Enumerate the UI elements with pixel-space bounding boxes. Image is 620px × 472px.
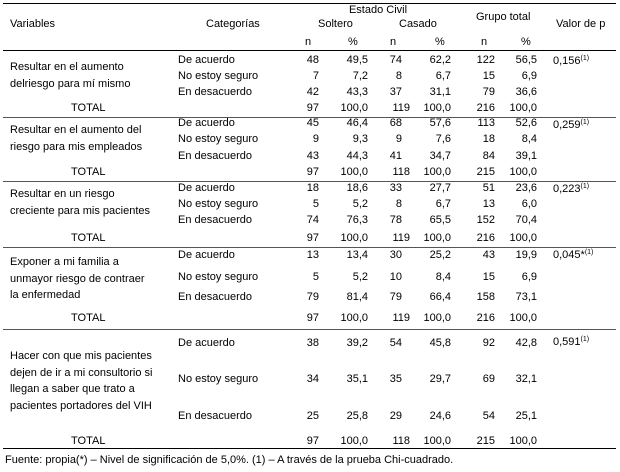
cell-n-casado: 54 [389, 337, 402, 349]
cell-n-casado: 8 [395, 198, 402, 210]
category-label: En desacuerdo [178, 214, 252, 226]
header-variables: Variables [10, 18, 56, 30]
cell-n-casado: 29 [389, 410, 402, 422]
cell-pct-casado: 24,6 [429, 410, 451, 422]
cell-pct-soltero: 81,4 [346, 291, 368, 303]
cell-pct-total: 52,6 [515, 117, 537, 129]
variable-label-line: pacientes portadores del VIH [10, 399, 152, 412]
cell-pct-casado: 65,5 [429, 214, 451, 226]
cell-n-total: 15 [482, 271, 495, 283]
variable-label-line: creciente para mis pacientes [10, 204, 151, 217]
total-pct-total: 100,0 [509, 312, 537, 324]
p-value-note: (1) [580, 55, 590, 62]
cell-pct-casado: 66,4 [429, 291, 451, 303]
cell-pct-total: 6,9 [521, 70, 537, 82]
cell-pct-total: 32,1 [515, 373, 537, 385]
total-label: TOTAL [71, 232, 106, 244]
cell-pct-total: 39,1 [515, 150, 537, 162]
total-pct-total: 100,0 [509, 166, 537, 178]
variable-label-line: Resultar en un riesgo [10, 188, 115, 200]
cell-n-soltero: 13 [306, 249, 319, 261]
category-label: De acuerdo [178, 117, 235, 129]
cell-pct-soltero: 49,5 [346, 54, 368, 66]
cell-pct-casado: 45,8 [429, 337, 451, 349]
cell-n-total: 43 [482, 249, 495, 261]
cell-pct-soltero: 13,4 [346, 249, 368, 261]
cell-pct-casado: 57,6 [429, 117, 451, 129]
total-pct-total: 100,0 [509, 435, 537, 447]
cell-n-soltero: 34 [306, 373, 319, 385]
cell-n-soltero: 5 [312, 198, 319, 210]
cell-n-casado: 78 [389, 214, 402, 226]
p-value-note: (1) [580, 119, 590, 126]
cell-n-soltero: 25 [306, 410, 319, 422]
total-n-total: 216 [476, 312, 495, 324]
variable-label-line: riesgo para mis empleados [10, 140, 143, 153]
cell-n-casado: 30 [389, 249, 402, 261]
top-border [3, 3, 616, 4]
cell-pct-total: 23,6 [515, 182, 537, 194]
cell-n-casado: 35 [389, 373, 402, 385]
total-pct-casado: 100,0 [423, 102, 451, 114]
cell-n-casado: 33 [389, 182, 402, 194]
cell-n-total: 122 [476, 54, 495, 66]
cell-pct-soltero: 25,8 [346, 410, 368, 422]
total-n-casado: 119 [392, 312, 410, 324]
cell-n-soltero: 18 [306, 182, 319, 194]
cell-n-total: 18 [482, 133, 495, 145]
total-pct-soltero: 100,0 [340, 232, 368, 244]
total-pct-soltero: 100,0 [340, 435, 368, 447]
p-value-number: 0,045* [553, 249, 585, 261]
cell-pct-soltero: 7,2 [352, 70, 368, 82]
cell-n-soltero: 43 [306, 150, 319, 162]
subheader-pct-casado: % [435, 36, 445, 48]
category-label: De acuerdo [178, 249, 235, 261]
cell-n-total: 15 [482, 70, 495, 82]
total-n-casado: 118 [392, 166, 410, 178]
total-pct-casado: 100,0 [423, 435, 451, 447]
cell-pct-soltero: 35,1 [346, 373, 368, 385]
cell-n-total: 13 [482, 198, 495, 210]
cell-n-casado: 10 [389, 271, 402, 283]
total-label: TOTAL [71, 102, 106, 114]
header-estado-civil: Estado Civil [348, 4, 408, 16]
cell-pct-total: 25,1 [515, 410, 537, 422]
cell-n-total: 51 [482, 182, 495, 194]
cell-pct-casado: 6,7 [435, 70, 451, 82]
category-label: No estoy seguro [178, 373, 259, 385]
cell-n-total: 152 [476, 214, 495, 226]
category-label: De acuerdo [178, 337, 235, 349]
total-pct-total: 100,0 [509, 102, 537, 114]
cell-n-total: 79 [482, 86, 495, 98]
category-label: En desacuerdo [178, 86, 252, 98]
total-n-soltero: 97 [306, 312, 319, 324]
subheader-n-soltero: n [305, 36, 312, 48]
cell-pct-total: 42,8 [515, 337, 537, 349]
total-n-soltero: 97 [306, 435, 319, 447]
total-n-soltero: 97 [306, 102, 319, 114]
cell-pct-soltero: 39,2 [346, 337, 368, 349]
category-label: No estoy seguro [178, 70, 259, 82]
cell-n-soltero: 38 [306, 337, 319, 349]
p-value-number: 0,259 [553, 119, 581, 131]
footnote: Fuente: propia(*) – Nivel de significación de 5,0%. (1) – A través de la prueba Chi-cuadrado. [5, 454, 454, 466]
subheader-pct-total: % [521, 36, 531, 48]
total-n-total: 216 [476, 232, 495, 244]
total-n-soltero: 97 [306, 232, 319, 244]
group-separator [3, 247, 616, 248]
cell-n-soltero: 48 [306, 54, 319, 66]
total-n-total: 215 [476, 435, 495, 447]
cell-n-casado: 8 [395, 70, 402, 82]
cell-pct-casado: 27,7 [429, 182, 451, 194]
cell-n-soltero: 9 [312, 133, 319, 145]
cell-pct-casado: 62,2 [429, 54, 451, 66]
variable-label-line: Exponer a mi familia a [10, 256, 119, 268]
cell-pct-casado: 31,1 [429, 86, 451, 98]
cell-pct-soltero: 44,3 [346, 150, 368, 162]
p-value-note: (1) [580, 183, 590, 190]
cell-pct-casado: 6,7 [435, 198, 451, 210]
cell-pct-total: 6,0 [521, 198, 537, 210]
header-valor-p: Valor de p [556, 18, 606, 30]
p-value [553, 249, 593, 262]
p-value-note: (1) [580, 336, 590, 343]
total-label: TOTAL [71, 435, 106, 447]
total-n-total: 216 [476, 102, 495, 114]
total-pct-casado: 100,0 [423, 166, 451, 178]
total-pct-total: 100,0 [509, 232, 537, 244]
cell-n-casado: 79 [389, 291, 402, 303]
category-label: No estoy seguro [178, 271, 259, 283]
variable-label-line: Resultar en el aumento [10, 61, 124, 73]
cell-pct-total: 56,5 [515, 54, 537, 66]
variable-label-line: dejen de ir a mi consultorio si [10, 366, 153, 379]
category-label: En desacuerdo [178, 291, 252, 303]
total-n-casado: 118 [392, 435, 410, 447]
cell-pct-casado: 7,6 [435, 133, 451, 145]
p-value-note: (1) [584, 249, 594, 256]
category-label: En desacuerdo [178, 410, 252, 422]
group-separator [3, 329, 616, 330]
variable-label-line: unmayor riesgo de contraer [10, 272, 145, 285]
p-value [553, 183, 589, 196]
total-pct-soltero: 100,0 [340, 166, 368, 178]
cell-n-soltero: 79 [306, 291, 319, 303]
cell-n-casado: 9 [395, 133, 402, 145]
cell-n-soltero: 74 [306, 214, 319, 226]
cell-n-total: 158 [476, 291, 495, 303]
total-n-casado: 119 [392, 102, 410, 114]
cell-pct-casado: 8,4 [435, 271, 451, 283]
cell-n-total: 113 [477, 117, 495, 129]
table-bottom-border [3, 448, 616, 449]
header-grupo-total: Grupo total [476, 11, 531, 23]
cell-n-soltero: 45 [306, 117, 319, 129]
cell-pct-soltero: 18,6 [346, 182, 368, 194]
total-pct-casado: 100,0 [423, 312, 451, 324]
cell-pct-total: 73,1 [515, 291, 537, 303]
total-n-soltero: 97 [306, 166, 319, 178]
total-pct-casado: 100,0 [423, 232, 451, 244]
cell-pct-casado: 34,7 [429, 150, 451, 162]
cell-pct-casado: 29,7 [429, 373, 451, 385]
p-value-number: 0,223 [553, 183, 581, 195]
total-pct-soltero: 100,0 [340, 312, 368, 324]
cell-pct-soltero: 43,3 [346, 86, 368, 98]
cell-n-total: 69 [482, 373, 495, 385]
cell-n-soltero: 7 [312, 70, 319, 82]
cell-n-soltero: 5 [312, 271, 319, 283]
subheader-n-total: n [481, 36, 488, 48]
total-pct-soltero: 100,0 [340, 102, 368, 114]
category-label: No estoy seguro [178, 198, 259, 210]
category-label: En desacuerdo [178, 150, 252, 162]
variable-label-line: delriesgo para mí mismo [10, 77, 131, 90]
header-soltero: Soltero [318, 18, 353, 30]
cell-pct-total: 70,4 [515, 214, 537, 226]
category-label: De acuerdo [178, 182, 235, 194]
cell-pct-soltero: 9,3 [352, 133, 368, 145]
cell-pct-casado: 25,2 [429, 249, 451, 261]
subheader-pct-soltero: % [348, 36, 358, 48]
p-value-number: 0,156 [553, 55, 581, 67]
cell-pct-soltero: 5,2 [352, 198, 368, 210]
p-value [553, 55, 589, 68]
cell-n-casado: 41 [389, 150, 402, 162]
variable-label-line: Resultar en el aumento del [10, 124, 142, 136]
variable-label-line: llegan a saber que trato a [10, 383, 135, 395]
cell-n-soltero: 42 [306, 86, 319, 98]
variable-label-line: Hacer con que mis pacientes [10, 350, 152, 362]
category-label: De acuerdo [178, 54, 235, 66]
total-label: TOTAL [71, 312, 106, 324]
p-value-number: 0,591 [553, 336, 581, 348]
cell-n-total: 84 [482, 150, 495, 162]
cell-pct-soltero: 5,2 [352, 271, 368, 283]
cell-pct-soltero: 76,3 [346, 214, 368, 226]
p-value [553, 119, 589, 132]
header-categorias: Categorías [206, 18, 260, 30]
cell-pct-total: 19,9 [515, 249, 537, 261]
header-bottom-border [3, 50, 616, 51]
subheader-n-casado: n [390, 36, 397, 48]
cell-pct-soltero: 46,4 [346, 117, 368, 129]
cell-pct-total: 6,9 [521, 271, 537, 283]
total-n-casado: 119 [392, 232, 410, 244]
total-n-total: 215 [476, 166, 495, 178]
variable-label-line: la enfermedad [10, 289, 81, 301]
cell-n-total: 54 [482, 410, 495, 422]
header-casado: Casado [399, 18, 437, 30]
cell-pct-total: 36,6 [515, 86, 537, 98]
cell-n-casado: 37 [389, 86, 402, 98]
cell-n-casado: 74 [389, 54, 402, 66]
cell-n-casado: 68 [389, 117, 402, 129]
category-label: No estoy seguro [178, 133, 259, 145]
cell-n-total: 92 [482, 337, 495, 349]
total-label: TOTAL [71, 166, 106, 178]
p-value [553, 336, 589, 349]
cell-pct-total: 8,4 [521, 133, 537, 145]
